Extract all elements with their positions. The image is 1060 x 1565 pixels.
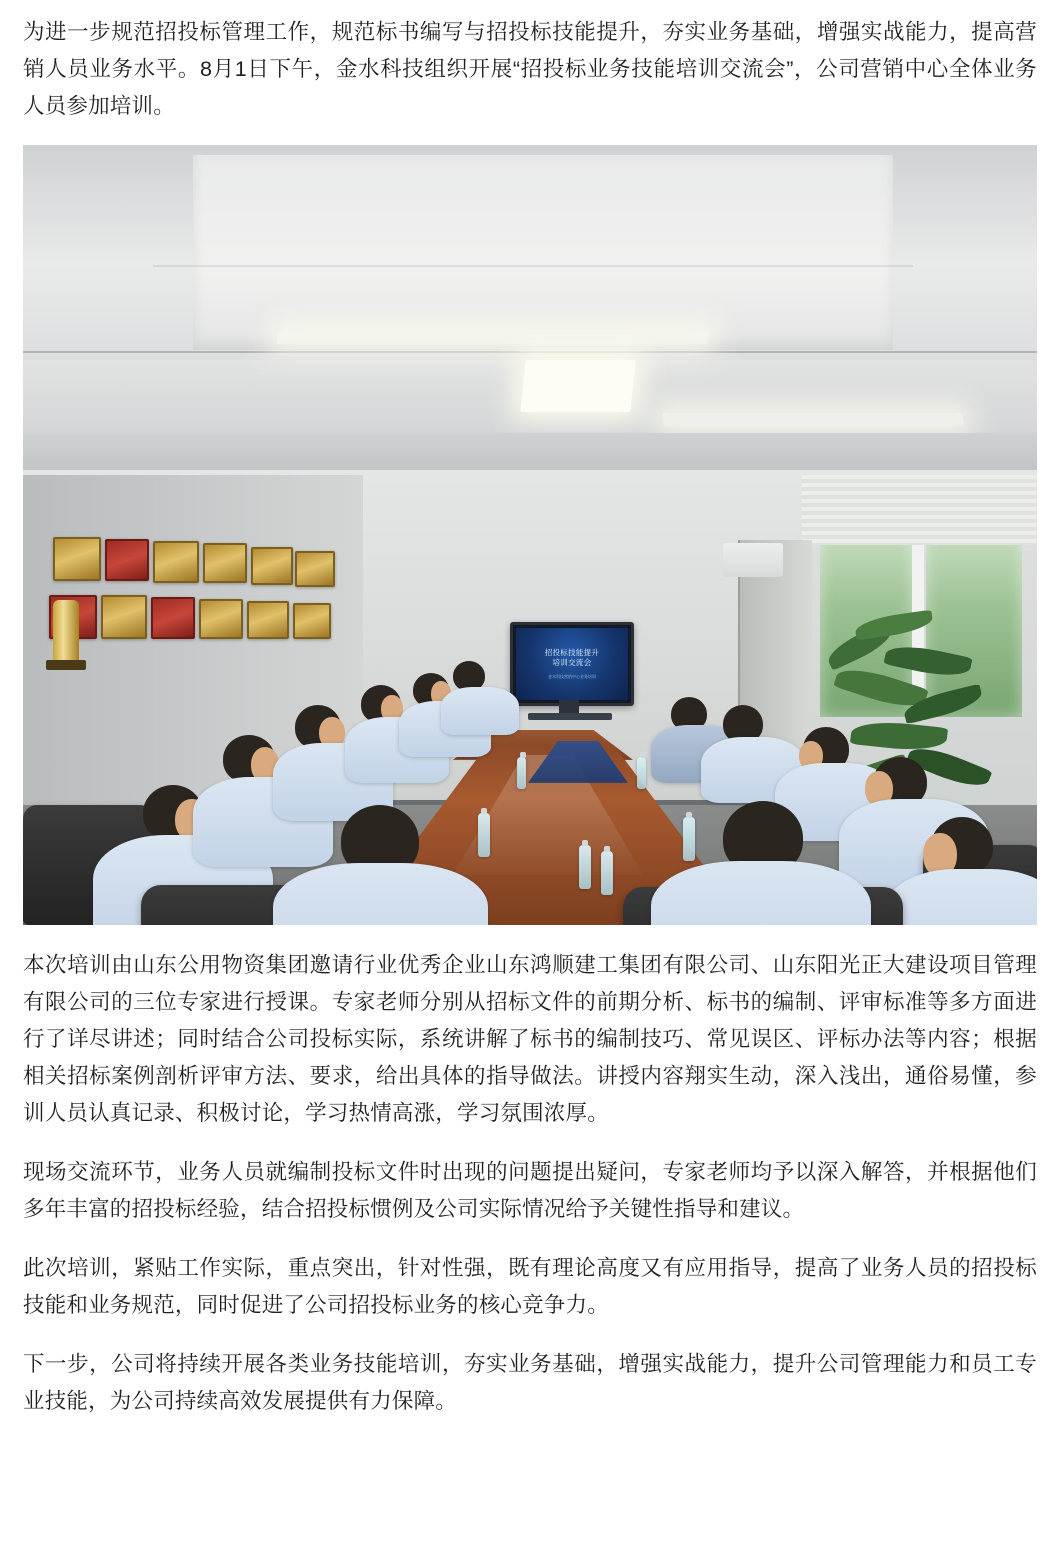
ceiling-edge-line — [23, 351, 1037, 353]
attendee-body — [651, 861, 871, 925]
screen-subtitle: 金水科技营销中心业务培训 — [548, 673, 596, 679]
training-photo — [23, 145, 1037, 925]
article-body — [23, 0, 1037, 1460]
attendee-body — [441, 687, 519, 735]
trophy — [53, 600, 79, 670]
ceiling-light-strip-right — [662, 413, 964, 426]
screen-title-line-1: 招投标技能提升 — [544, 648, 600, 658]
paragraph-summary: 此次培训，紧贴工作实际，重点突出，针对性强，既有理论高度又有应用指导，提高了业务人员的招投标技能和业务规范，同时促进了公司招投标业务的核心竞争力。 — [23, 1255, 1037, 1317]
screen-content — [516, 628, 628, 700]
air-conditioner — [723, 543, 783, 577]
ceiling-recess — [193, 155, 893, 350]
award-plaque — [251, 547, 293, 585]
water-bottle — [478, 813, 490, 857]
award-plaque — [105, 539, 149, 581]
ceiling-soffit — [23, 433, 1037, 475]
water-bottle — [637, 757, 646, 789]
window-blinds — [802, 475, 1037, 545]
plant-leaf — [850, 718, 948, 754]
award-plaque — [53, 537, 101, 581]
award-plaque — [199, 599, 243, 639]
paragraph-next-steps: 下一步，公司将持续开展各类业务技能培训，夯实业务基础，增强实战能力，提升公司管理能力和员工专业技能，为公司持续高效发展提供有力保障。 — [23, 1351, 1037, 1413]
award-plaque — [203, 543, 247, 583]
ceiling — [23, 145, 1037, 445]
screen-base — [528, 713, 612, 720]
paragraph-qa-session: 现场交流环节，业务人员就编制投标文件时出现的问题提出疑问，专家老师均予以深入解答，并根据他们多年丰富的招投标经验，结合招投标惯例及公司实际情况给予关键性指导和建议。 — [23, 1159, 1037, 1221]
plant-leaf — [883, 640, 972, 681]
water-bottle — [579, 845, 591, 889]
ceiling-seam — [153, 265, 913, 267]
award-plaque-wall — [43, 537, 343, 667]
award-plaque — [151, 597, 195, 639]
ceiling-light-strip — [276, 330, 709, 344]
award-plaque — [153, 541, 199, 583]
plant-leaf — [854, 610, 934, 641]
ceiling-light-panel-1 — [520, 360, 635, 412]
award-plaque — [101, 595, 147, 639]
award-plaque — [293, 603, 331, 639]
training-photo-figure — [23, 145, 1037, 925]
award-plaque — [247, 601, 289, 639]
presentation-screen — [510, 622, 634, 706]
screen-title-line-2: 培训交流会 — [552, 658, 592, 668]
award-plaque — [295, 551, 335, 587]
paragraph-training-detail: 本次培训由山东公用物资集团邀请行业优秀企业山东鸿顺建工集团有限公司、山东阳光正大建设项目管理有限公司的三位专家进行授课。专家老师分别从招标文件的前期分析、标书的编制、评审标准等多方面进行了详尽讲述；同时结合公司投标实际，系统讲解了标书的编制技巧、常见误区、评标办法等内容；根据相关招标案例剖析评审方法、要求，给出具体的指导做法。讲授内容翔实生动，深入浅出，通俗易懂，参训人员认真记录、积极讨论，学习热情高涨，学习氛围浓厚。 — [23, 952, 1037, 1125]
paragraph-intro: 为进一步规范招投标管理工作，规范标书编写与招投标技能提升，夯实业务基础，增强实战能力，提高营销人员业务水平。8月1日下午，金水科技组织开展“招投标业务技能培训交流会”，公司营销中心全体业务人员参加培训。 — [23, 20, 1037, 118]
water-bottle — [683, 817, 695, 861]
attendee-body — [273, 863, 488, 925]
water-bottle — [517, 757, 526, 789]
water-bottle — [601, 851, 613, 895]
